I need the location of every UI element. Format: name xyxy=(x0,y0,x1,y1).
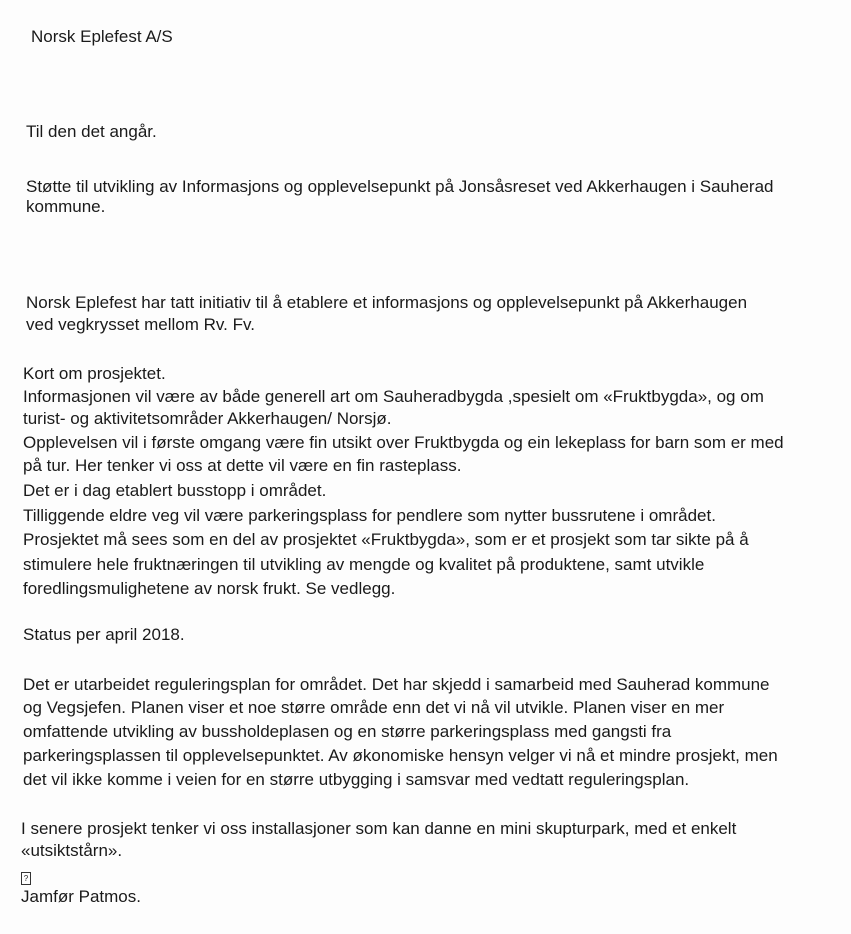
subject-line-2: kommune. xyxy=(26,197,106,216)
project-line: Det er i dag etablert busstopp i området. xyxy=(23,481,327,500)
subject-line-1: Støtte til utvikling av Informasjons og opplevelsepunkt på Jonsåsreset ved Akkerhaugen i Sauherad xyxy=(26,177,774,196)
status-line: omfattende utvikling av bussholdeplasen og en større parkeringsplass med gangsti fra xyxy=(23,722,672,741)
status-line: og Vegsjefen. Planen viser et noe større område enn det vi nå vil utvikle. Planen viser en mer xyxy=(23,698,725,717)
missing-glyph-icon: ? xyxy=(21,872,31,885)
missing-glyph-marker xyxy=(21,864,31,886)
project-line: på tur. Her tenker vi oss at dette vil være en fin rasteplass. xyxy=(23,456,462,475)
project-heading: Kort om prosjektet. xyxy=(23,364,166,383)
project-line: Tilliggende eldre veg vil være parkeringsplass for pendlere som nytter bussrutene i området. xyxy=(23,506,716,525)
closing-line: Jamfør Patmos. xyxy=(21,887,141,906)
project-line: turist- og aktivitetsområder Akkerhaugen/ Norsjø. xyxy=(23,409,392,428)
intro-line-2: ved vegkrysset mellom Rv. Fv. xyxy=(26,315,255,334)
project-line: stimulere hele fruktnæringen til utvikling av mengde og kvalitet på produktene, samt utvikle xyxy=(23,555,705,574)
status-heading: Status per april 2018. xyxy=(23,625,185,644)
company-name: Norsk Eplefest A/S xyxy=(31,27,173,46)
future-line-2: «utsiktstårn». xyxy=(21,841,123,860)
status-line: parkeringsplassen til opplevelsepunktet. Av økonomiske hensyn velger vi nå et mindre prosjekt, men xyxy=(23,746,778,765)
intro-line-1: Norsk Eplefest har tatt initiativ til å etablere et informasjons og opplevelsepunkt på Akkerhaugen xyxy=(26,293,748,312)
status-line: Det er utarbeidet reguleringsplan for området. Det har skjedd i samarbeid med Sauherad kommune xyxy=(23,675,770,694)
project-line: Prosjektet må sees som en del av prosjektet «Fruktbygda», som er et prosjekt som tar sikte på å xyxy=(23,530,749,549)
project-line: Opplevelsen vil i første omgang være fin utsikt over Fruktbygda og ein lekeplass for barn som er med xyxy=(23,433,784,452)
future-line-1: I senere prosjekt tenker vi oss installasjoner som kan danne en mini skupturpark, med et enkelt xyxy=(21,819,737,838)
project-line: Informasjonen vil være av både generell art om Sauheradbygda ,spesielt om «Fruktbygda», og om xyxy=(23,387,764,406)
project-line: foredlingsmulighetene av norsk frukt. Se vedlegg. xyxy=(23,579,396,598)
status-line: det vil ikke komme i veien for en større utbygging i samsvar med vedtatt reguleringsplan. xyxy=(23,770,690,789)
salutation: Til den det angår. xyxy=(26,122,157,141)
